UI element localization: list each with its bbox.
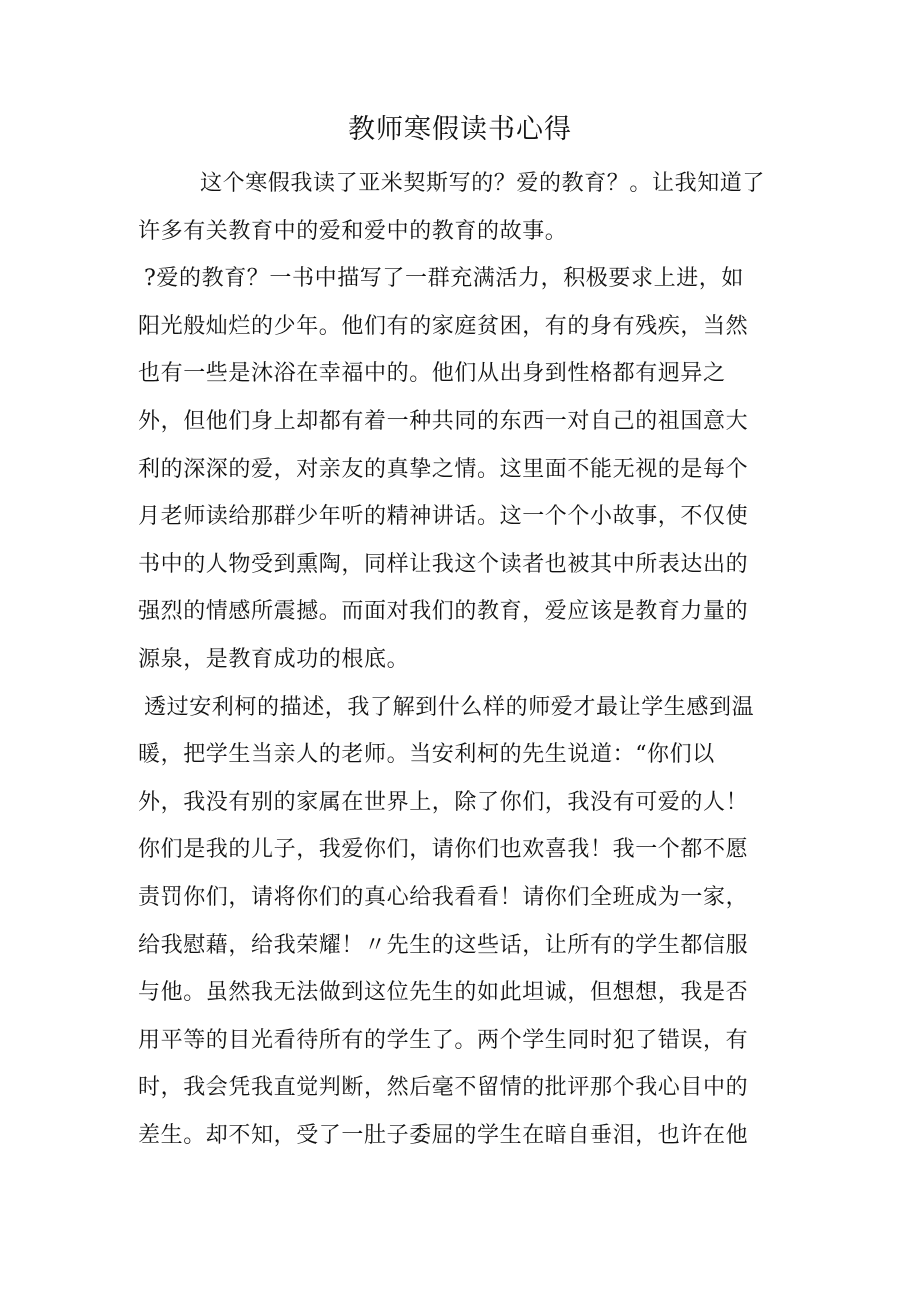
body-line: 差生。却不知，受了一肚子委屈的学生在暗自垂泪，也许在他 [138, 1122, 749, 1148]
body-line: 书中的人物受到熏陶，同样让我这个读者也被其中所表达出的 [138, 551, 749, 577]
body-line: 暖，把学生当亲人的老师。当安利柯的先生说道：“你们以 [138, 742, 715, 768]
body-line: 给我慰藉，给我荣耀！〃先生的这些话，让所有的学生都信服 [138, 932, 749, 958]
body-line: 外，但他们身上却都有着一种共同的东西一对自己的祖国意大 [138, 408, 749, 434]
body-line: 也有一些是沐浴在幸福中的。他们从出身到性格都有迥异之 [138, 361, 726, 387]
body-line: 外，我没有别的家属在世界上，除了你们，我没有可爱的人！ [138, 789, 749, 815]
body-line: 时，我会凭我直觉判断，然后毫不留情的批评那个我心目中的 [138, 1075, 749, 1101]
document-title: 教师寒假读书心得 [348, 114, 572, 145]
body-line: 这个寒假我读了亚米契斯写的？爱的教育？。让我知道了 [200, 171, 766, 196]
body-line: 责罚你们，请将你们的真心给我看看！请你们全班成为一家， [138, 884, 749, 910]
body-line: 阳光般灿烂的少年。他们有的家庭贫困，有的身有残疾，当然 [138, 313, 749, 339]
body-line: ?爱的教育？一书中描写了一群充满活力，积极要求上进，如 [144, 266, 744, 292]
body-line: 利的深深的爱，对亲友的真挚之情。这里面不能无视的是每个 [138, 456, 749, 482]
body-line: 透过安利柯的描述，我了解到什么样的师爱才最让学生感到温 [144, 694, 755, 720]
body-line: 强烈的情感所震撼。而面对我们的教育，爱应该是教育力量的 [138, 599, 749, 625]
document-body [138, 160, 788, 1159]
body-line: 用平等的目光看待所有的学生了。两个学生同时犯了错误，有 [138, 1027, 749, 1053]
body-line: 源泉，是教育成功的根底。 [138, 646, 410, 672]
body-line: 许多有关教育中的爱和爱中的教育的故事。 [138, 218, 568, 244]
body-line: 与他。虽然我无法做到这位先生的如此坦诚，但想想，我是否 [138, 980, 749, 1006]
body-line: 你们是我的儿子，我爱你们，请你们也欢喜我！我一个都不愿 [138, 837, 749, 863]
body-line: 月老师读给那群少年听的精神讲话。这一个个小故事，不仅使 [138, 504, 749, 530]
